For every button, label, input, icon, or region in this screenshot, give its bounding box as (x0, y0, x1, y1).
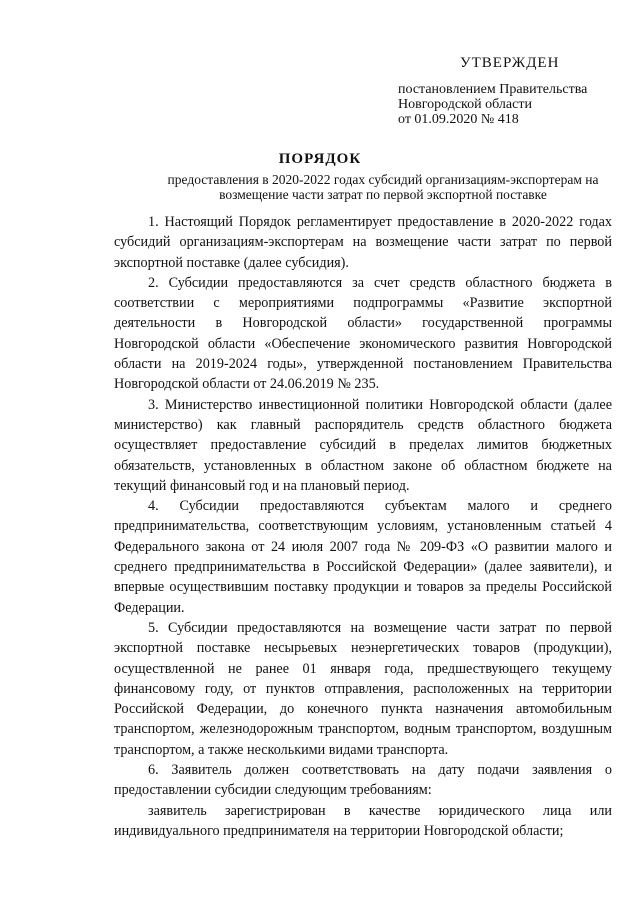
approval-stamp (398, 56, 587, 127)
paragraph-7: заявитель зарегистрирован в качестве юридического лица или индивидуального предпринимателя на территории Новгородской области; (114, 802, 612, 839)
paragraph-1: 1. Настоящий Порядок регламентирует предоставление в 2020-2022 годах субсидий организациям-экспортерам на возмещение части затрат по первой экспортной поставке (далее субсидия). (114, 214, 612, 271)
approval-line-1: постановлением Правительства (398, 82, 588, 97)
document-body (114, 212, 612, 841)
paragraph-5: 5. Субсидии предоставляются на возмещение части затрат по первой экспортной поставке несырьевых неэнергетических товаров (продукции), осуществленной не ранее 01 января года, предшествующего текущему финансовому году, от пунктов отправления, расположенных на территории Российской Федерации, до конечного пункта назначения автомобильным транспортом, железнодорожным транспортом, водным транспортом, воздушным транспортом, а также несколькими видами транспорта. (114, 619, 612, 758)
approval-line-2: Новгородской области (398, 97, 532, 112)
paragraph-3: 3. Министерство инвестиционной политики Новгородской области (далее министерство) как главный распорядитель средств областного бюджета осуществляет предоставление субсидий в пределах лимитов бюджетных обязательств, установленных в областном законе об областном бюджете на текущий финансовый год и на плановый период. (114, 396, 612, 494)
document-title: ПОРЯДОК (278, 151, 362, 167)
document-subtitle: предоставления в 2020-2022 годах субсидий организациям-экспортерам на возмещение части затрат по первой экспортной поставке (167, 172, 599, 202)
approval-title: УТВЕРЖДЕН (460, 55, 560, 71)
paragraph-4: 4. Субсидии предоставляются субъектам малого и среднего предпринимательства, соответствующим условиям, установленным статьей 4 Федерального закона от 24 июля 2007 года № 209-ФЗ «О развитии малого и среднего предпринимательства в Российской Федерации» (далее заявители), и впервые осуществившим поставку продукции и товаров за пределы Российской Федерации. (114, 498, 612, 616)
approval-line-3: от 01.09.2020 № 418 (398, 112, 519, 127)
paragraph-6: 6. Заявитель должен соответствовать на дату подачи заявления о предоставлении субсидии следующим требованиям: (114, 762, 612, 799)
paragraph-2: 2. Субсидии предоставляются за счет средств областного бюджета в соответствии с мероприятиями подпрограммы «Развитие экспортной деятельности в Новгородской области» государственной программы Новгородской области «Обеспечение экономического развития Новгородской области на 2019-2024 годы», утвержденной постановлением Правительства Новгородской области от 24.06.2019 № 235. (114, 274, 612, 393)
